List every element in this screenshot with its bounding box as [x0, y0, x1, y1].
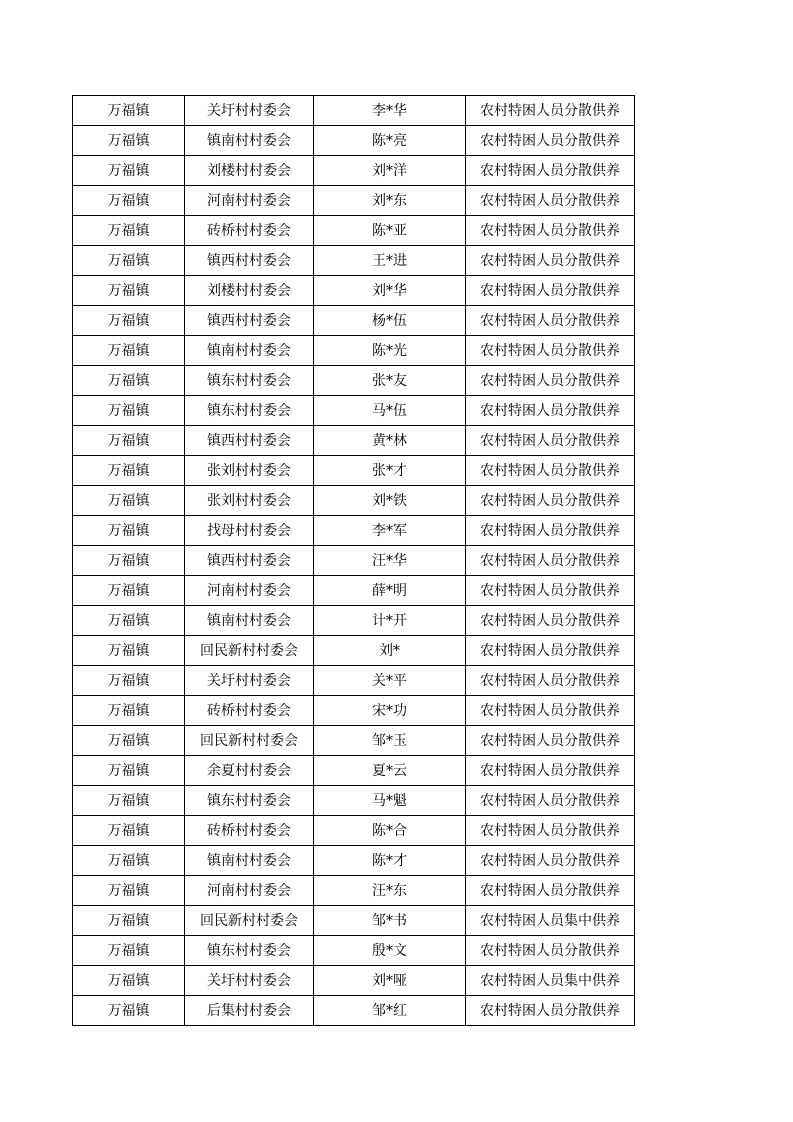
village-committee-cell: 张刘村村委会	[185, 456, 314, 486]
person-name-cell: 陈*光	[314, 336, 466, 366]
table-row	[73, 96, 635, 126]
village-committee-cell: 镇南村村委会	[185, 606, 314, 636]
village-committee-cell: 镇南村村委会	[185, 846, 314, 876]
support-type-cell: 农村特困人员分散供养	[466, 756, 635, 786]
village-committee-cell: 关圩村村委会	[185, 966, 314, 996]
village-committee-cell: 余夏村村委会	[185, 756, 314, 786]
person-name-cell: 邹*红	[314, 996, 466, 1026]
village-committee-cell: 砖桥村村委会	[185, 696, 314, 726]
town-cell: 万福镇	[73, 96, 185, 126]
table-row	[73, 516, 635, 546]
support-type-cell: 农村特困人员分散供养	[466, 156, 635, 186]
town-cell: 万福镇	[73, 126, 185, 156]
person-name-cell: 刘*洋	[314, 156, 466, 186]
village-committee-cell: 回民新村村委会	[185, 726, 314, 756]
person-name-cell: 邹*书	[314, 906, 466, 936]
table-row	[73, 936, 635, 966]
table-row	[73, 486, 635, 516]
table-row	[73, 246, 635, 276]
table-row	[73, 576, 635, 606]
person-name-cell: 邹*玉	[314, 726, 466, 756]
town-cell: 万福镇	[73, 906, 185, 936]
support-type-cell: 农村特困人员分散供养	[466, 876, 635, 906]
town-cell: 万福镇	[73, 816, 185, 846]
village-committee-cell: 镇南村村委会	[185, 126, 314, 156]
table-row	[73, 216, 635, 246]
person-name-cell: 李*军	[314, 516, 466, 546]
person-name-cell: 马*魁	[314, 786, 466, 816]
support-type-cell: 农村特困人员分散供养	[466, 636, 635, 666]
village-committee-cell: 关圩村村委会	[185, 666, 314, 696]
village-committee-cell: 镇西村村委会	[185, 546, 314, 576]
table-row	[73, 336, 635, 366]
village-committee-cell: 镇南村村委会	[185, 336, 314, 366]
support-type-cell: 农村特困人员分散供养	[466, 486, 635, 516]
town-cell: 万福镇	[73, 276, 185, 306]
person-name-cell: 张*才	[314, 456, 466, 486]
town-cell: 万福镇	[73, 606, 185, 636]
person-name-cell: 张*友	[314, 366, 466, 396]
support-type-cell: 农村特困人员分散供养	[466, 186, 635, 216]
support-type-cell: 农村特困人员分散供养	[466, 246, 635, 276]
village-committee-cell: 找母村村委会	[185, 516, 314, 546]
town-cell: 万福镇	[73, 156, 185, 186]
town-cell: 万福镇	[73, 636, 185, 666]
town-cell: 万福镇	[73, 306, 185, 336]
village-committee-cell: 回民新村村委会	[185, 636, 314, 666]
table-row	[73, 426, 635, 456]
person-name-cell: 关*平	[314, 666, 466, 696]
table-row	[73, 396, 635, 426]
village-committee-cell: 关圩村村委会	[185, 96, 314, 126]
table-row	[73, 876, 635, 906]
town-cell: 万福镇	[73, 876, 185, 906]
person-name-cell: 计*开	[314, 606, 466, 636]
person-name-cell: 黄*林	[314, 426, 466, 456]
village-committee-cell: 镇东村村委会	[185, 786, 314, 816]
person-name-cell: 王*进	[314, 246, 466, 276]
village-committee-cell: 砖桥村村委会	[185, 216, 314, 246]
support-type-cell: 农村特困人员分散供养	[466, 546, 635, 576]
support-type-cell: 农村特困人员分散供养	[466, 516, 635, 546]
table-row	[73, 846, 635, 876]
town-cell: 万福镇	[73, 756, 185, 786]
person-name-cell: 薛*明	[314, 576, 466, 606]
village-committee-cell: 镇西村村委会	[185, 306, 314, 336]
person-name-cell: 陈*亮	[314, 126, 466, 156]
table-row	[73, 696, 635, 726]
support-type-cell: 农村特困人员集中供养	[466, 906, 635, 936]
person-name-cell: 陈*亚	[314, 216, 466, 246]
support-type-cell: 农村特困人员分散供养	[466, 276, 635, 306]
table-row	[73, 966, 635, 996]
support-type-cell: 农村特困人员分散供养	[466, 816, 635, 846]
table-row	[73, 726, 635, 756]
town-cell: 万福镇	[73, 966, 185, 996]
table-row	[73, 276, 635, 306]
town-cell: 万福镇	[73, 336, 185, 366]
support-type-cell: 农村特困人员分散供养	[466, 336, 635, 366]
town-cell: 万福镇	[73, 186, 185, 216]
support-type-cell: 农村特困人员分散供养	[466, 846, 635, 876]
support-type-cell: 农村特困人员分散供养	[466, 576, 635, 606]
table-row	[73, 306, 635, 336]
person-name-cell: 刘*华	[314, 276, 466, 306]
town-cell: 万福镇	[73, 246, 185, 276]
town-cell: 万福镇	[73, 546, 185, 576]
town-cell: 万福镇	[73, 726, 185, 756]
village-committee-cell: 镇东村村委会	[185, 366, 314, 396]
village-committee-cell: 刘楼村村委会	[185, 276, 314, 306]
table-row	[73, 606, 635, 636]
support-type-cell: 农村特困人员分散供养	[466, 396, 635, 426]
town-cell: 万福镇	[73, 666, 185, 696]
town-cell: 万福镇	[73, 936, 185, 966]
support-type-cell: 农村特困人员分散供养	[466, 606, 635, 636]
person-name-cell: 陈*才	[314, 846, 466, 876]
table-row	[73, 126, 635, 156]
support-type-cell: 农村特困人员分散供养	[466, 306, 635, 336]
town-cell: 万福镇	[73, 786, 185, 816]
roster-table	[72, 95, 635, 1026]
village-committee-cell: 河南村村委会	[185, 576, 314, 606]
person-name-cell: 刘*铁	[314, 486, 466, 516]
town-cell: 万福镇	[73, 996, 185, 1026]
person-name-cell: 陈*合	[314, 816, 466, 846]
town-cell: 万福镇	[73, 426, 185, 456]
roster-sheet	[72, 95, 634, 1026]
person-name-cell: 李*华	[314, 96, 466, 126]
table-row	[73, 156, 635, 186]
support-type-cell: 农村特困人员分散供养	[466, 696, 635, 726]
table-row	[73, 456, 635, 486]
town-cell: 万福镇	[73, 486, 185, 516]
town-cell: 万福镇	[73, 216, 185, 246]
table-row	[73, 666, 635, 696]
town-cell: 万福镇	[73, 516, 185, 546]
roster-table-body	[73, 96, 635, 1026]
support-type-cell: 农村特困人员分散供养	[466, 996, 635, 1026]
village-committee-cell: 后集村村委会	[185, 996, 314, 1026]
table-row	[73, 786, 635, 816]
table-row	[73, 186, 635, 216]
town-cell: 万福镇	[73, 696, 185, 726]
support-type-cell: 农村特困人员分散供养	[466, 216, 635, 246]
table-row	[73, 816, 635, 846]
table-row	[73, 366, 635, 396]
village-committee-cell: 镇东村村委会	[185, 936, 314, 966]
village-committee-cell: 镇东村村委会	[185, 396, 314, 426]
town-cell: 万福镇	[73, 576, 185, 606]
village-committee-cell: 回民新村村委会	[185, 906, 314, 936]
person-name-cell: 刘*	[314, 636, 466, 666]
town-cell: 万福镇	[73, 396, 185, 426]
table-row	[73, 546, 635, 576]
village-committee-cell: 刘楼村村委会	[185, 156, 314, 186]
support-type-cell: 农村特困人员分散供养	[466, 366, 635, 396]
village-committee-cell: 张刘村村委会	[185, 486, 314, 516]
village-committee-cell: 砖桥村村委会	[185, 816, 314, 846]
person-name-cell: 殷*文	[314, 936, 466, 966]
village-committee-cell: 镇西村村委会	[185, 246, 314, 276]
village-committee-cell: 河南村村委会	[185, 876, 314, 906]
person-name-cell: 刘*东	[314, 186, 466, 216]
table-row	[73, 996, 635, 1026]
village-committee-cell: 镇西村村委会	[185, 426, 314, 456]
support-type-cell: 农村特困人员分散供养	[466, 456, 635, 486]
table-row	[73, 636, 635, 666]
table-row	[73, 756, 635, 786]
village-committee-cell: 河南村村委会	[185, 186, 314, 216]
support-type-cell: 农村特困人员集中供养	[466, 966, 635, 996]
support-type-cell: 农村特困人员分散供养	[466, 426, 635, 456]
person-name-cell: 夏*云	[314, 756, 466, 786]
town-cell: 万福镇	[73, 366, 185, 396]
support-type-cell: 农村特困人员分散供养	[466, 666, 635, 696]
person-name-cell: 汪*东	[314, 876, 466, 906]
town-cell: 万福镇	[73, 846, 185, 876]
support-type-cell: 农村特困人员分散供养	[466, 726, 635, 756]
support-type-cell: 农村特困人员分散供养	[466, 936, 635, 966]
support-type-cell: 农村特困人员分散供养	[466, 786, 635, 816]
person-name-cell: 宋*功	[314, 696, 466, 726]
town-cell: 万福镇	[73, 456, 185, 486]
support-type-cell: 农村特困人员分散供养	[466, 96, 635, 126]
person-name-cell: 马*伍	[314, 396, 466, 426]
support-type-cell: 农村特困人员分散供养	[466, 126, 635, 156]
person-name-cell: 刘*哑	[314, 966, 466, 996]
table-row	[73, 906, 635, 936]
person-name-cell: 杨*伍	[314, 306, 466, 336]
person-name-cell: 汪*华	[314, 546, 466, 576]
